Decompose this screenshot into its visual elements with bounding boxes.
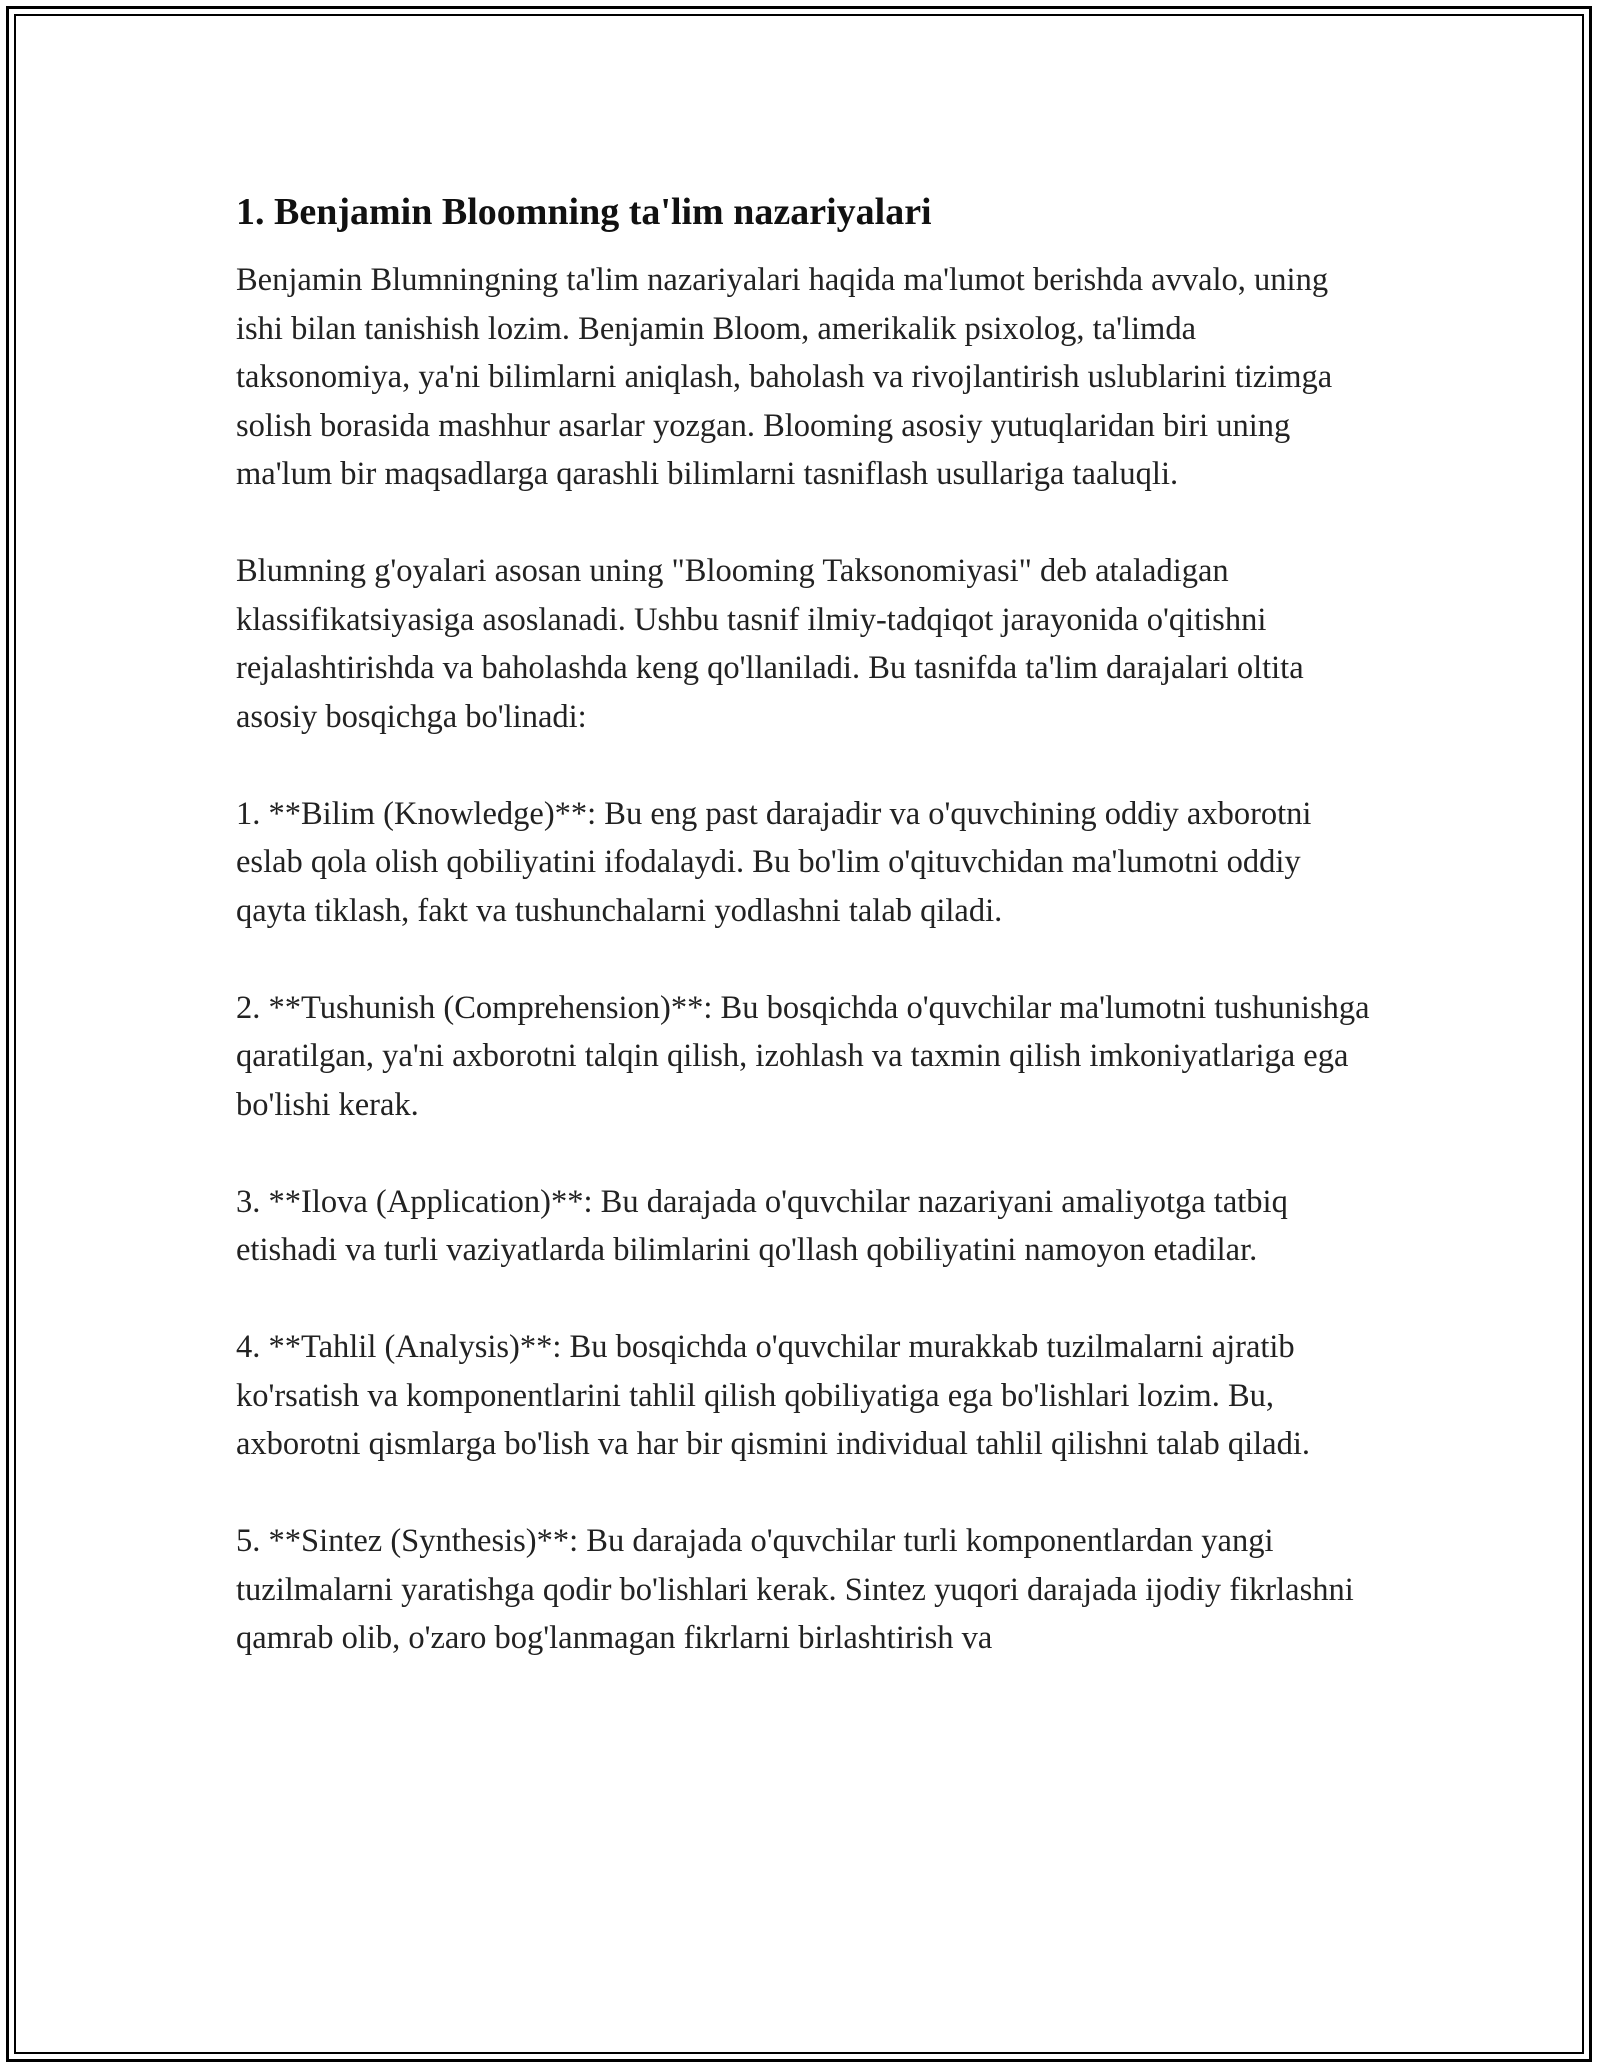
paragraph-level-analysis: 4. **Tahlil (Analysis)**: Bu bosqichda o'quvchilar murakkab tuzilmalarni ajratib ko'rsatish va komponentlarini tahlil qilish qobiliyatiga ega bo'lishlari lozim. Bu, axborotni qismlarga bo'lish va har bir qismini individual tahlil qilishni talab qiladi. [236, 1329, 1311, 1462]
paragraph-level-knowledge: 1. **Bilim (Knowledge)**: Bu eng past darajadir va o'quvchining oddiy axborotni eslab qola olish qobiliyatini ifodalaydi. Bu bo'lim o'qituvchidan ma'lumotni oddiy qayta tiklash, fakt va tushunchalarni yodlashni talab qiladi. [236, 795, 1312, 929]
document-body [236, 186, 1376, 1663]
paragraph-intro: Benjamin Blumningning ta'lim nazariyalari haqida ma'lumot berishda avvalo, uning ishi bilan tanishish lozim. Benjamin Bloom, amerikalik psixolog, ta'limda taksonomiya, ya'ni bilimlarni aniqlash, baholash va rivojlantirish uslublarini tizimga solish borasida mashhur asarlar yozgan. Blooming asosiy yutuqlaridan biri uning ma'lum bir maqsadlarga qarashli bilimlarni tasniflash usullariga taaluqli. [236, 262, 1333, 492]
section-heading: 1. Benjamin Bloomning ta'lim nazariyalari [236, 191, 932, 233]
paragraph-taxonomy: Blumning g'oyalari asosan uning "Blooming Taksonomiyasi" deb ataladigan klassifikatsiyasiga asoslanadi. Ushbu tasnif ilmiy-tadqiqot jarayonida o'qitishni rejalashtirishda va baholashda keng qo'llaniladi. Bu tasnifda ta'lim darajalari oltita asosiy bosqichga bo'linadi: [236, 553, 1304, 735]
paragraph-level-synthesis: 5. **Sintez (Synthesis)**: Bu darajada o'quvchilar turli komponentlardan yangi tuzilmalarni yaratishga qodir bo'lishlari kerak. Sintez yuqori darajada ijodiy fikrlashni qamrab olib, o'zaro bog'lanmagan fikrlarni birlashtirish va [236, 1523, 1354, 1656]
paragraph-level-application: 3. **Ilova (Application)**: Bu darajada o'quvchilar nazariyani amaliyotga tatbiq etishadi va turli vaziyatlarda bilimlarini qo'llash qobiliyatini namoyon etadilar. [236, 1183, 1288, 1268]
paragraph-level-comprehension: 2. **Tushunish (Comprehension)**: Bu bosqichda o'quvchilar ma'lumotni tushunishga qaratilgan, ya'ni axborotni talqin qilish, izohlash va taxmin qilish imkoniyatlariga ega bo'lishi kerak. [236, 989, 1370, 1123]
